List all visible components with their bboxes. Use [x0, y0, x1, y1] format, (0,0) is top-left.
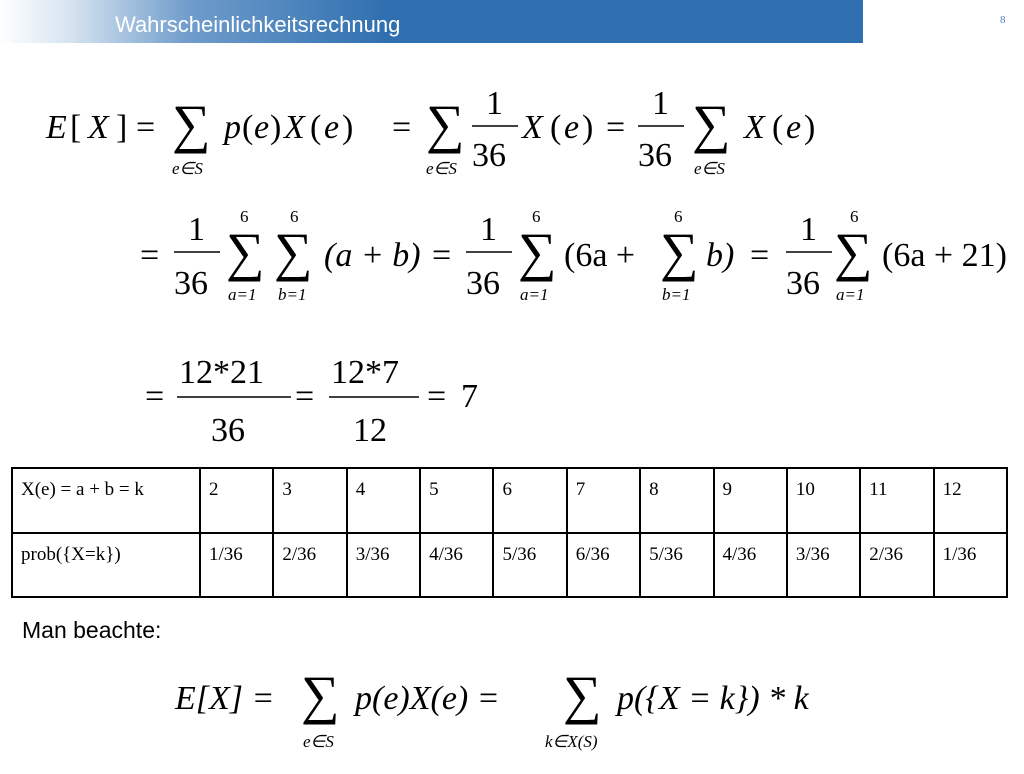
result-value: 7 — [461, 378, 478, 415]
sum-term-6a-plus: (6a + — [564, 237, 636, 274]
equals-sign: = — [432, 237, 452, 274]
sum-upper-limit: 6 — [532, 207, 541, 226]
table-cell: 5/36 — [640, 533, 713, 598]
sum-upper-limit: 6 — [850, 207, 859, 226]
equation-3 — [145, 345, 505, 450]
page-number: 8 — [1000, 14, 1006, 26]
sum-term: p({X = k}) * k — [617, 680, 809, 717]
close-paren: ) — [270, 109, 282, 146]
fraction-numerator: 1 — [486, 85, 503, 122]
table-cell: 4 — [347, 468, 420, 533]
equals-sign: = — [392, 109, 412, 146]
equation-2-svg — [140, 200, 1024, 310]
table-cell: 3/36 — [787, 533, 860, 598]
expectation-lhs: E[X] = — [175, 680, 275, 717]
equals-sign: = — [136, 109, 156, 146]
fraction-numerator: 1 — [800, 211, 817, 248]
outcome-var: e — [254, 109, 270, 146]
table-cell: 4/36 — [420, 533, 493, 598]
outcome-var: e — [324, 109, 340, 146]
fraction-numerator: 1 — [188, 211, 205, 248]
sum-symbol: ∑ — [563, 665, 602, 725]
sum-index: e∈S — [172, 159, 203, 178]
table-cell: 3/36 — [347, 533, 420, 598]
open-paren: ( — [772, 109, 784, 146]
sum-lower-index: b=1 — [662, 285, 691, 304]
table-cell: 5/36 — [493, 533, 566, 598]
open-paren: ( — [310, 109, 322, 146]
random-variable: X — [284, 109, 305, 146]
table-cell: 12 — [934, 468, 1007, 533]
sum-upper-limit: 6 — [674, 207, 683, 226]
equals-sign: = — [427, 378, 447, 415]
sum-symbol: ∑ — [518, 222, 557, 282]
left-bracket: [ — [70, 109, 82, 146]
table-cell: 6 — [493, 468, 566, 533]
close-paren: ) — [582, 109, 594, 146]
open-paren: ( — [242, 109, 254, 146]
sum-term-b: b) — [706, 237, 735, 274]
sum-symbol: ∑ — [692, 94, 731, 154]
random-variable: X — [88, 109, 109, 146]
fraction-denominator: 36 — [174, 265, 208, 302]
sum-upper-limit: 6 — [290, 207, 299, 226]
equation-1-svg — [44, 82, 834, 182]
table-cell: 10 — [787, 468, 860, 533]
fraction-denominator: 12 — [353, 412, 387, 449]
prob-function: p — [224, 109, 241, 146]
open-paren: ( — [550, 109, 562, 146]
close-paren: ) — [342, 109, 354, 146]
table-cell: prob({X=k}) — [12, 533, 200, 598]
table-cell: 1/36 — [200, 533, 273, 598]
table-cell: 6/36 — [567, 533, 640, 598]
sum-symbol: ∑ — [834, 222, 873, 282]
note-text: Man beachte: — [22, 617, 162, 643]
table-cell: 7 — [567, 468, 640, 533]
sum-symbol: ∑ — [660, 222, 699, 282]
header-bar — [0, 0, 863, 43]
sum-lower-index: a=1 — [228, 285, 257, 304]
distribution-table — [11, 467, 1008, 598]
table-cell: 11 — [860, 468, 933, 533]
expectation-symbol: E — [46, 109, 67, 146]
fraction-denominator: 36 — [786, 265, 820, 302]
equals-sign: = — [145, 378, 165, 415]
fraction-denominator: 36 — [638, 137, 672, 174]
equation-2 — [140, 200, 1024, 310]
sum-symbol: ∑ — [301, 665, 340, 725]
sum-index: e∈S — [426, 159, 457, 178]
sum-symbol: ∑ — [274, 222, 313, 282]
table-cell: 2/36 — [273, 533, 346, 598]
sum-lower-index: b=1 — [278, 285, 307, 304]
sum-index: k∈X(S) — [545, 732, 598, 751]
sum-term-a-plus-b: (a + b) — [324, 237, 421, 274]
table-cell: X(e) = a + b = k — [12, 468, 200, 533]
sum-lower-index: a=1 — [836, 285, 865, 304]
sum-lower-index: a=1 — [520, 285, 549, 304]
sum-term: p(e)X(e) = — [355, 680, 500, 717]
sum-upper-limit: 6 — [240, 207, 249, 226]
table-row — [12, 468, 1007, 533]
fraction-denominator: 36 — [211, 412, 245, 449]
fraction-denominator: 36 — [472, 137, 506, 174]
equation-4-svg — [175, 665, 875, 765]
table-cell: 2 — [200, 468, 273, 533]
equals-sign: = — [750, 237, 770, 274]
sum-symbol: ∑ — [172, 94, 211, 154]
fraction-numerator: 12*7 — [331, 354, 399, 391]
close-paren: ) — [804, 109, 816, 146]
equals-sign: = — [606, 109, 626, 146]
random-variable: X — [744, 109, 765, 146]
fraction-numerator: 12*21 — [179, 354, 264, 391]
table-cell: 3 — [273, 468, 346, 533]
table-cell: 5 — [420, 468, 493, 533]
header-title: Wahrscheinlichkeitsrechnung — [115, 12, 401, 37]
equals-sign: = — [140, 237, 160, 274]
random-variable: X — [522, 109, 543, 146]
right-bracket: ] — [116, 109, 128, 146]
table-cell: 9 — [714, 468, 787, 533]
equation-4 — [175, 665, 875, 765]
sum-term-6a-plus-21: (6a + 21) — [882, 237, 1007, 274]
fraction-numerator: 1 — [652, 85, 669, 122]
outcome-var: e — [564, 109, 580, 146]
fraction-numerator: 1 — [480, 211, 497, 248]
equation-3-svg — [145, 345, 505, 450]
sum-index: e∈S — [303, 732, 334, 751]
table-cell: 4/36 — [714, 533, 787, 598]
sum-symbol: ∑ — [426, 94, 465, 154]
table-cell: 2/36 — [860, 533, 933, 598]
equals-sign: = — [295, 378, 315, 415]
sum-index: e∈S — [694, 159, 725, 178]
fraction-denominator: 36 — [466, 265, 500, 302]
sum-symbol: ∑ — [226, 222, 265, 282]
table-cell: 8 — [640, 468, 713, 533]
table-row — [12, 533, 1007, 598]
outcome-var: e — [786, 109, 802, 146]
table-cell: 1/36 — [934, 533, 1007, 598]
equation-1 — [44, 82, 834, 182]
